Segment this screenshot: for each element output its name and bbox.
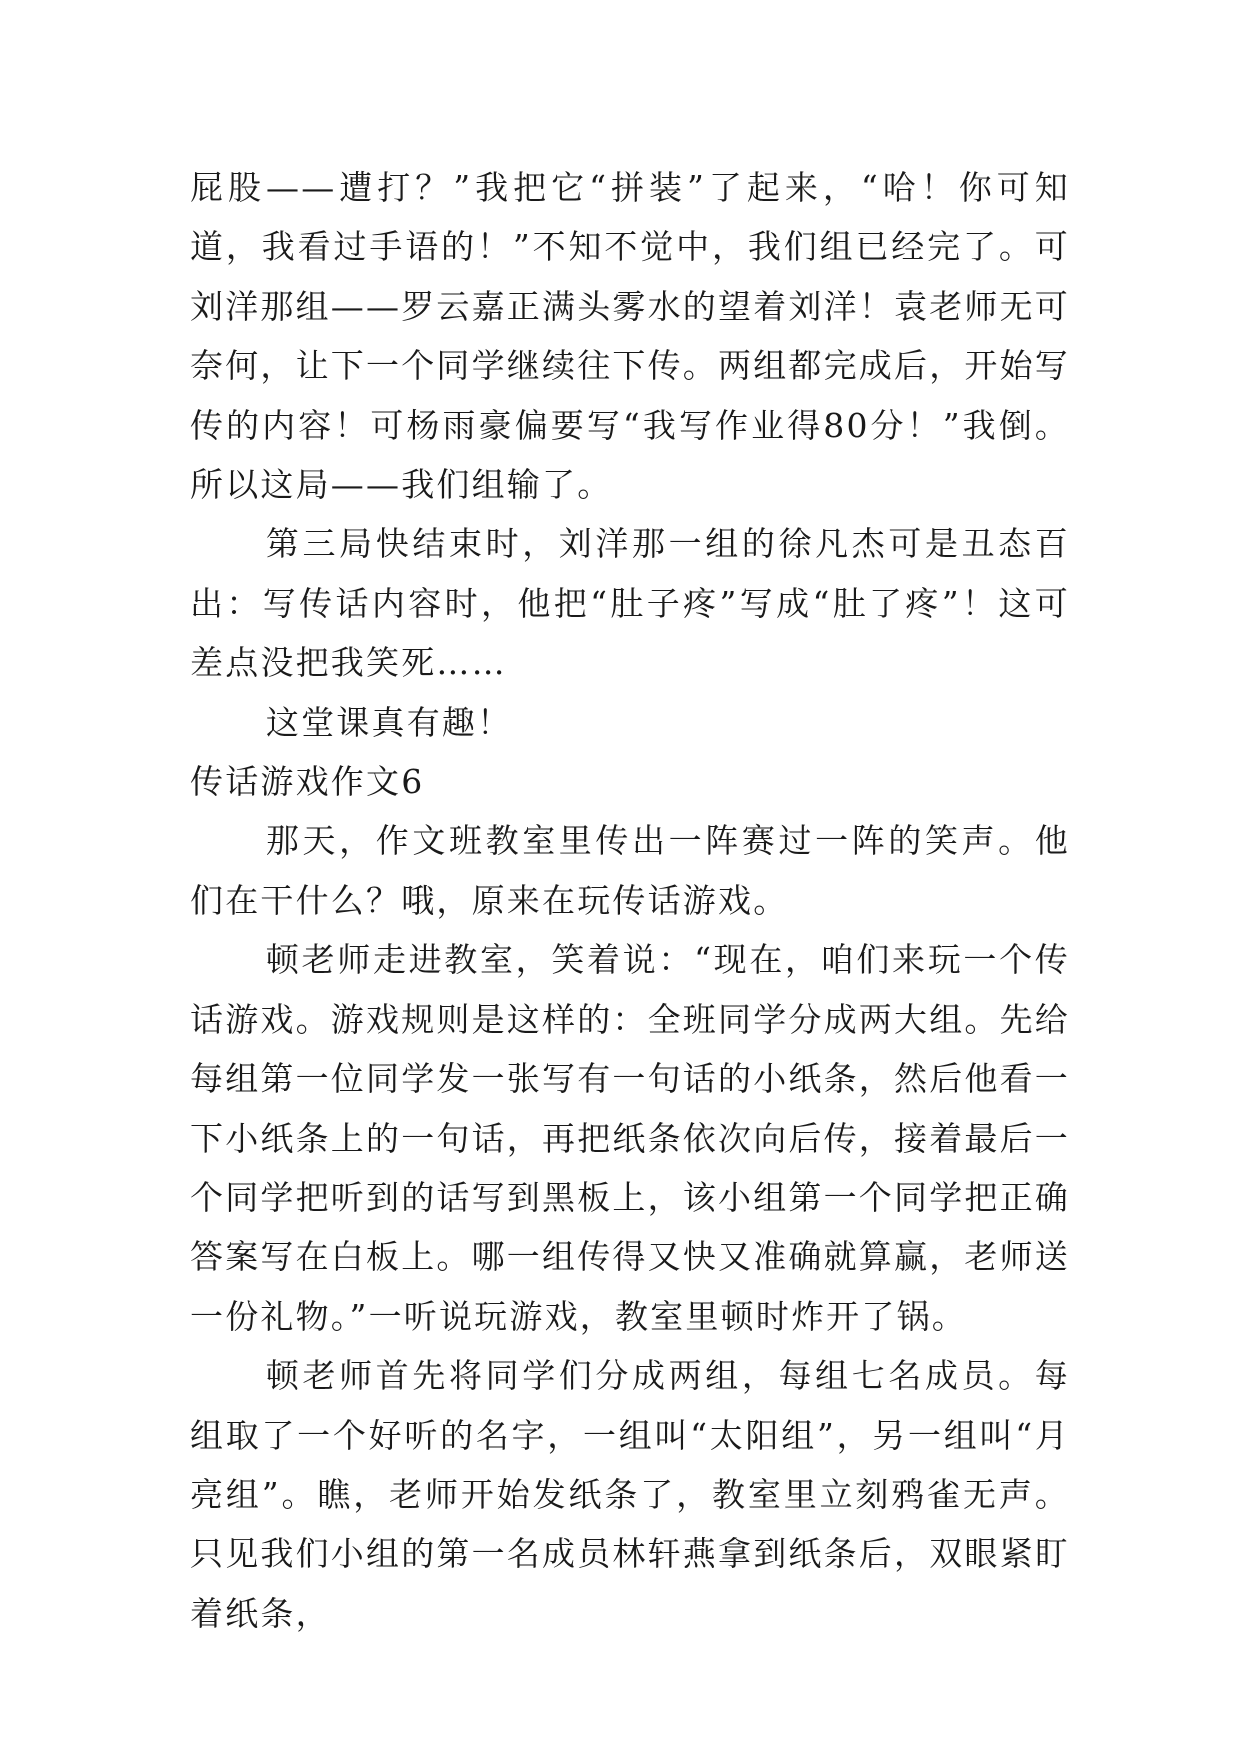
paragraph-5: 顿老师走进教室，笑着说：“现在，咱们来玩一个传话游戏。游戏规则是这样的：全班同学分成两大组。先给每组第一位同学发一张写有一句话的小纸条，然后他看一下小纸条上的一句话，再把纸条依次向后传，接着最后一个同学把听到的话写到黑板上，该小组第一个同学把正确答案写在白板上。哪一组传得又快又准确就算赢，老师送一份礼物。”一听说玩游戏，教室里顿时炸开了锅。 [190,940,1070,1336]
paragraph-4: 那天，作文班教室里传出一阵赛过一阵的笑声。他们在干什么？哦，原来在玩传话游戏。 [190,821,1070,920]
paragraph-6: 顿老师首先将同学们分成两组，每组七名成员。每组取了一个好听的名字，一组叫“太阳组”，另一组叫“月亮组”。瞧，老师开始发纸条了，教室里立刻鸦雀无声。只见我们小组的第一名成员林轩燕拿到纸条后，双眼紧盯着纸条， [190,1356,1070,1633]
paragraph-1: 屁股——遭打？”我把它“拼装”了起来，“哈！你可知道，我看过手语的！”不知不觉中，我们组已经完了。可刘洋那组——罗云嘉正满头雾水的望着刘洋！袁老师无可奈何，让下一个同学继续往下传。两组都完成后，开始写传的内容！可杨雨豪偏要写“我写作业得80分！”我倒。所以这局——我们组输了。 [190,168,1070,505]
section-heading: 传话游戏作文6 [190,762,425,802]
paragraph-3: 这堂课真有趣！ [265,702,513,742]
document-page [190,158,1070,1643]
paragraph-2: 第三局快结束时，刘洋那一组的徐凡杰可是丑态百出：写传话内容时，他把“肚子疼”写成“肚了疼”！这可差点没把我笑死…… [190,524,1070,683]
